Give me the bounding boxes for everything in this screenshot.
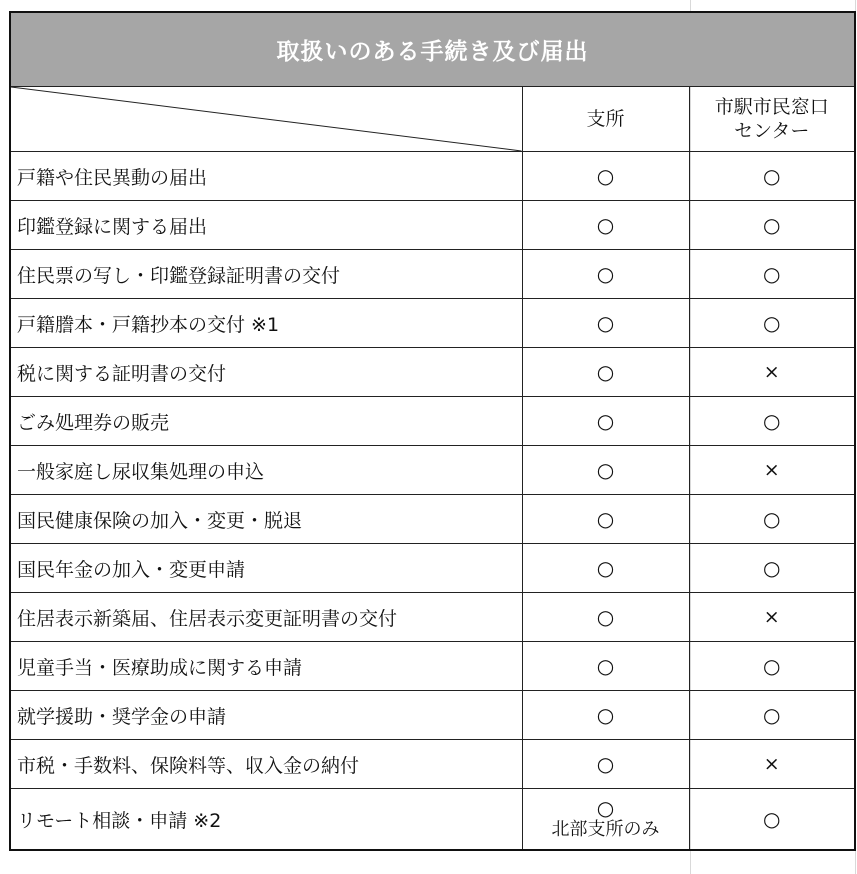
table-row [10,691,855,740]
corner-diagonal-cell [10,87,522,152]
branch-mark: ○ [522,348,689,397]
service-name: 印鑑登録に関する届出 [10,201,522,250]
branch-mark: ○ [596,796,615,820]
station-mark: × [689,348,855,397]
station-mark: × [689,593,855,642]
station-mark: ○ [689,152,855,201]
table-row [10,740,855,789]
station-mark: ○ [689,691,855,740]
table-row [10,397,855,446]
branch-mark: ○ [522,299,689,348]
service-name: 児童手当・医療助成に関する申請 [10,642,522,691]
services-table [9,11,856,851]
table-row [10,593,855,642]
service-name: 住民票の写し・印鑑登録証明書の交付 [10,250,522,299]
column-header-branch-label: 支所 [586,108,625,130]
table-row [10,250,855,299]
column-header-station-center [689,87,855,152]
branch-mark: ○ [522,152,689,201]
service-name: 市税・手数料、保険料等、収入金の納付 [10,740,522,789]
service-name: 国民年金の加入・変更申請 [10,544,522,593]
service-name: リモート相談・申請 ※2 [10,789,522,851]
branch-mark: ○ [522,446,689,495]
table-row [10,642,855,691]
station-mark: ○ [689,299,855,348]
service-name: ごみ処理券の販売 [10,397,522,446]
branch-mark: ○ [522,691,689,740]
station-mark: ○ [689,250,855,299]
branch-note: 北部支所のみ [551,819,660,840]
table-row [10,544,855,593]
table-row [10,348,855,397]
service-name: 住居表示新築届、住居表示変更証明書の交付 [10,593,522,642]
station-mark: ○ [689,397,855,446]
branch-mark: ○ [522,593,689,642]
service-name: 国民健康保険の加入・変更・脱退 [10,495,522,544]
service-name: 一般家庭し尿収集処理の申込 [10,446,522,495]
station-mark: × [689,446,855,495]
branch-mark: ○ [522,250,689,299]
branch-mark: ○ [522,642,689,691]
table-row [10,201,855,250]
branch-mark: ○ [522,544,689,593]
table-row [10,495,855,544]
branch-mark: ○ [522,495,689,544]
service-name: 戸籍や住民異動の届出 [10,152,522,201]
column-header-branch [522,87,689,152]
station-mark: ○ [689,642,855,691]
table-row [10,152,855,201]
table-row [10,446,855,495]
service-name: 戸籍謄本・戸籍抄本の交付 ※1 [10,299,522,348]
service-name: 就学援助・奨学金の申請 [10,691,522,740]
branch-mark-with-note [522,789,689,851]
branch-mark: ○ [522,740,689,789]
table-row [10,299,855,348]
station-mark: ○ [689,495,855,544]
station-mark: ○ [689,201,855,250]
column-header-station-line2: センター [734,120,810,142]
station-mark: ○ [689,544,855,593]
table-row [10,789,855,851]
column-header-station-line1: 市駅市民窓口 [714,96,829,118]
table-title: 取扱いのある手続き及び届出 [10,12,855,87]
branch-mark: ○ [522,201,689,250]
diagonal-line [11,87,522,151]
branch-mark: ○ [522,397,689,446]
station-mark: × [689,740,855,789]
station-mark: ○ [689,789,855,851]
service-name: 税に関する証明書の交付 [10,348,522,397]
